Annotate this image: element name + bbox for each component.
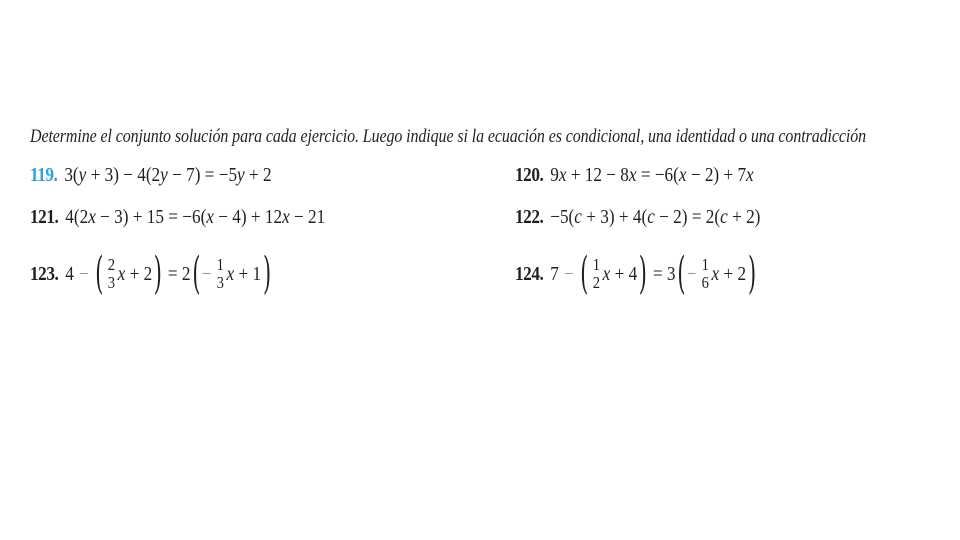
problem-number: 120. xyxy=(515,164,544,186)
left-paren: ( xyxy=(95,248,104,299)
fraction xyxy=(701,256,710,292)
eq-var: x xyxy=(678,164,687,186)
fraction xyxy=(592,256,601,292)
numerator: 1 xyxy=(701,255,709,274)
right-paren: ) xyxy=(638,248,647,299)
eq-part: − 7) = −5 xyxy=(167,164,238,186)
problem-number: 119. xyxy=(30,164,58,186)
problem-number: 124. xyxy=(515,262,544,285)
equation xyxy=(65,248,272,299)
eq-var: y xyxy=(160,164,168,186)
left-paren: ( xyxy=(677,248,686,299)
eq-part: = 3 xyxy=(648,262,676,285)
denominator: 3 xyxy=(216,273,224,292)
problem-124 xyxy=(515,248,757,299)
instructions-text: Determine el conjunto solución para cada ejercicio. Luego indique si la ecuación es condicional, una identidad o una contradicción xyxy=(30,126,866,147)
numerator: 2 xyxy=(107,255,116,274)
problem-121 xyxy=(30,206,325,229)
problem-number: 122. xyxy=(515,206,544,228)
eq-var: c xyxy=(647,206,655,228)
right-paren: ) xyxy=(153,248,162,299)
problem-123 xyxy=(30,248,272,299)
eq-var: c xyxy=(720,206,728,228)
eq-part: 4 xyxy=(65,262,74,285)
equation xyxy=(550,248,757,299)
right-paren: ) xyxy=(262,248,271,299)
problem-119 xyxy=(30,164,272,187)
problem-122 xyxy=(515,206,760,229)
eq-part: = −6( xyxy=(636,164,679,186)
eq-part: 3( xyxy=(64,164,79,186)
eq-part: 9 xyxy=(550,164,559,186)
eq-var: x xyxy=(628,164,637,186)
eq-part: − 4) + 12 xyxy=(213,206,283,228)
denominator: 2 xyxy=(592,273,601,292)
equation xyxy=(64,164,271,187)
minus-sign: − xyxy=(564,262,574,285)
numerator: 1 xyxy=(216,255,224,274)
problem-number: 121. xyxy=(30,206,59,228)
eq-part: + 3) − 4(2 xyxy=(86,164,161,186)
eq-var: x xyxy=(117,262,126,285)
numerator: 1 xyxy=(592,255,601,274)
negative-sign: − xyxy=(201,262,212,285)
eq-part: + 1 xyxy=(234,262,262,285)
problem-number: 123. xyxy=(30,262,59,285)
equation xyxy=(550,206,760,229)
fraction xyxy=(107,256,116,292)
eq-part: − 2) = 2( xyxy=(654,206,721,228)
left-paren: ( xyxy=(192,248,201,299)
equation xyxy=(65,206,325,229)
eq-part: + 12 − 8 xyxy=(566,164,629,186)
eq-part: −5( xyxy=(550,206,575,228)
eq-part: = 2 xyxy=(163,262,191,285)
right-paren: ) xyxy=(747,248,756,299)
minus-sign: − xyxy=(79,262,89,285)
eq-part: 7 xyxy=(550,262,559,285)
eq-var: x xyxy=(602,262,611,285)
eq-var: y xyxy=(237,164,245,186)
eq-var: x xyxy=(558,164,567,186)
eq-part: + 2) xyxy=(727,206,761,228)
eq-part: + 3) + 4( xyxy=(581,206,648,228)
eq-part: + 4 xyxy=(610,262,638,285)
eq-var: c xyxy=(574,206,582,228)
denominator: 3 xyxy=(107,273,116,292)
eq-part: + 2 xyxy=(244,164,272,186)
eq-var: x xyxy=(206,206,214,228)
eq-var: x xyxy=(88,206,96,228)
eq-part: 4(2 xyxy=(65,206,89,228)
eq-var: x xyxy=(711,262,720,285)
negative-sign: − xyxy=(686,262,697,285)
eq-var: x xyxy=(746,164,754,186)
problem-120 xyxy=(515,164,754,187)
eq-part: − 21 xyxy=(289,206,326,228)
eq-var: x xyxy=(282,206,290,228)
eq-part: − 2) + 7 xyxy=(686,164,747,186)
denominator: 6 xyxy=(701,273,709,292)
eq-var: y xyxy=(78,164,87,186)
left-paren: ( xyxy=(580,248,589,299)
eq-part: + 2 xyxy=(125,262,153,285)
eq-part: − 3) + 15 = −6( xyxy=(95,206,207,228)
fraction xyxy=(216,256,225,292)
eq-var: x xyxy=(226,262,235,285)
eq-part: + 2 xyxy=(719,262,747,285)
equation xyxy=(550,164,753,187)
